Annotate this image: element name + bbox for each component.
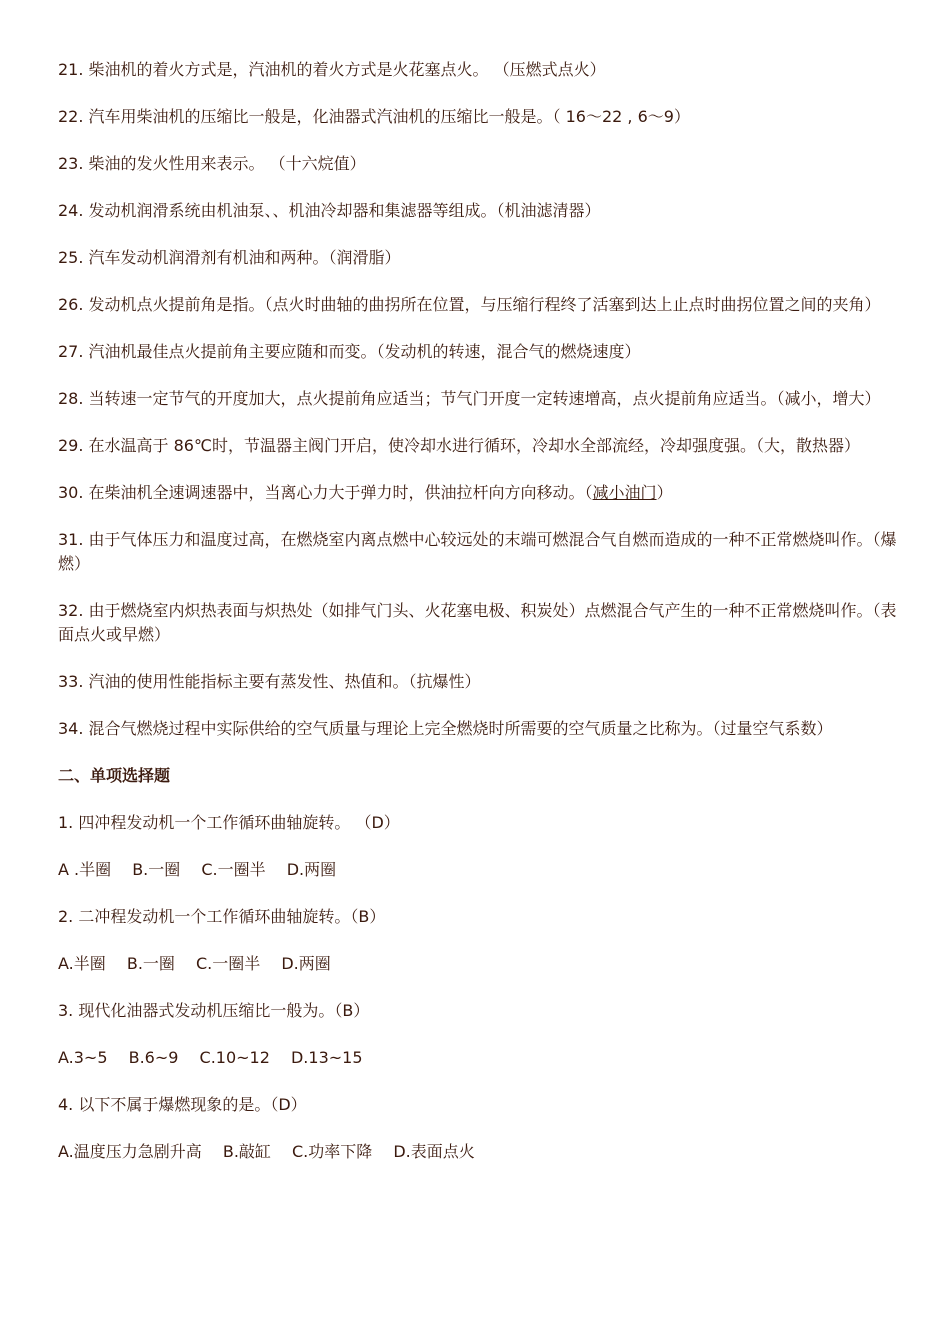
item-text: 汽油的使用性能指标主要有蒸发性、热值和。（抗爆性）: [83, 672, 481, 691]
item-number: 34.: [58, 719, 84, 738]
choice-options: A.半圈 B.一圈 C.一圈半 D.两圈: [58, 954, 331, 973]
item-text: 混合气燃烧过程中实际供给的空气质量与理论上完全燃烧时所需要的空气质量之比称为。（过量空气系数）: [83, 719, 833, 738]
item-text: 汽油机最佳点火提前角主要应随和而变。（发动机的转速，混合气的燃烧速度）: [83, 342, 641, 361]
item-number: 29.: [58, 436, 84, 455]
item-text: 汽车发动机润滑剂有机油和两种。（润滑脂）: [83, 248, 401, 267]
fill-item-28: [58, 387, 900, 411]
choice-options: A .半圈 B.一圈 C.一圈半 D.两圈: [58, 860, 337, 879]
fill-item-21: [58, 58, 900, 82]
item-text: 由于燃烧室内炽热表面与炽热处（如排气门头、火花塞电极、积炭处）点燃混合气产生的一种不正常燃烧叫作。（表面点火或早燃）: [58, 601, 897, 644]
choice-question: 1. 四冲程发动机一个工作循环曲轴旋转。 （D）: [58, 813, 400, 832]
fill-item-30: [58, 481, 900, 505]
item-text-tail: ）: [656, 483, 673, 502]
item-text: 柴油机的着火方式是，汽油机的着火方式是火花塞点火。 （压燃式点火）: [83, 60, 606, 79]
item-number: 27.: [58, 342, 84, 361]
underlined-answer: 减小油门: [592, 483, 657, 502]
item-number: 32.: [58, 601, 84, 620]
item-number: 30.: [58, 483, 84, 502]
item-number: 26.: [58, 295, 84, 314]
choice-question: 2. 二冲程发动机一个工作循环曲轴旋转。（B）: [58, 907, 386, 926]
section-heading: 二、单项选择题: [58, 766, 171, 785]
fill-item-29: [58, 434, 900, 458]
item-number: 22.: [58, 107, 84, 126]
fill-item-23: [58, 152, 900, 176]
item-number: 31.: [58, 530, 84, 549]
item-text: 发动机润滑系统由机油泵、、机油冷却器和集滤器等组成。（机油滤清器）: [83, 201, 601, 220]
item-number: 24.: [58, 201, 84, 220]
fill-item-22: [58, 105, 900, 129]
choice-options: A.3~5 B.6~9 C.10~12 D.13~15: [58, 1048, 363, 1067]
item-number: 28.: [58, 389, 84, 408]
item-text: 柴油的发火性用来表示。 （十六烷值）: [83, 154, 366, 173]
fill-item-33: [58, 670, 900, 694]
document-page: [58, 58, 900, 1187]
fill-item-34: [58, 717, 900, 741]
item-number: 25.: [58, 248, 84, 267]
choice-question: 4. 以下不属于爆燃现象的是。（D）: [58, 1095, 307, 1114]
item-text: 当转速一定节气的开度加大，点火提前角应适当；节气门开度一定转速增高，点火提前角应适当。（减小，增大）: [83, 389, 881, 408]
choice-options: A.温度压力急剧升高 B.敲缸 C.功率下降 D.表面点火: [58, 1142, 475, 1161]
item-text: 由于气体压力和温度过高，在燃烧室内离点燃中心较远处的末端可燃混合气自燃而造成的一种不正常燃烧叫作。（爆燃）: [58, 530, 897, 573]
fill-item-26: [58, 293, 900, 317]
item-text: 汽车用柴油机的压缩比一般是，化油器式汽油机的压缩比一般是。（ 16～22 , 6～9）: [83, 107, 690, 126]
fill-item-27: [58, 340, 900, 364]
choice-question: 3. 现代化油器式发动机压缩比一般为。（B）: [58, 1001, 370, 1020]
fill-item-31: [58, 528, 900, 576]
item-text: 在柴油机全速调速器中，当离心力大于弹力时，供油拉杆向方向移动。（: [83, 483, 593, 502]
fill-item-24: [58, 199, 900, 223]
fill-item-25: [58, 246, 900, 270]
fill-item-32: [58, 599, 900, 647]
item-text: 发动机点火提前角是指。（点火时曲轴的曲拐所在位置，与压缩行程终了活塞到达上止点时曲拐位置之间的夹角）: [83, 295, 881, 314]
item-number: 23.: [58, 154, 84, 173]
item-number: 33.: [58, 672, 84, 691]
item-text: 在水温高于 86℃时，节温器主阀门开启，使冷却水进行循环，冷却水全部流经，冷却强度强。（大，散热器）: [83, 436, 860, 455]
item-number: 21.: [58, 60, 84, 79]
